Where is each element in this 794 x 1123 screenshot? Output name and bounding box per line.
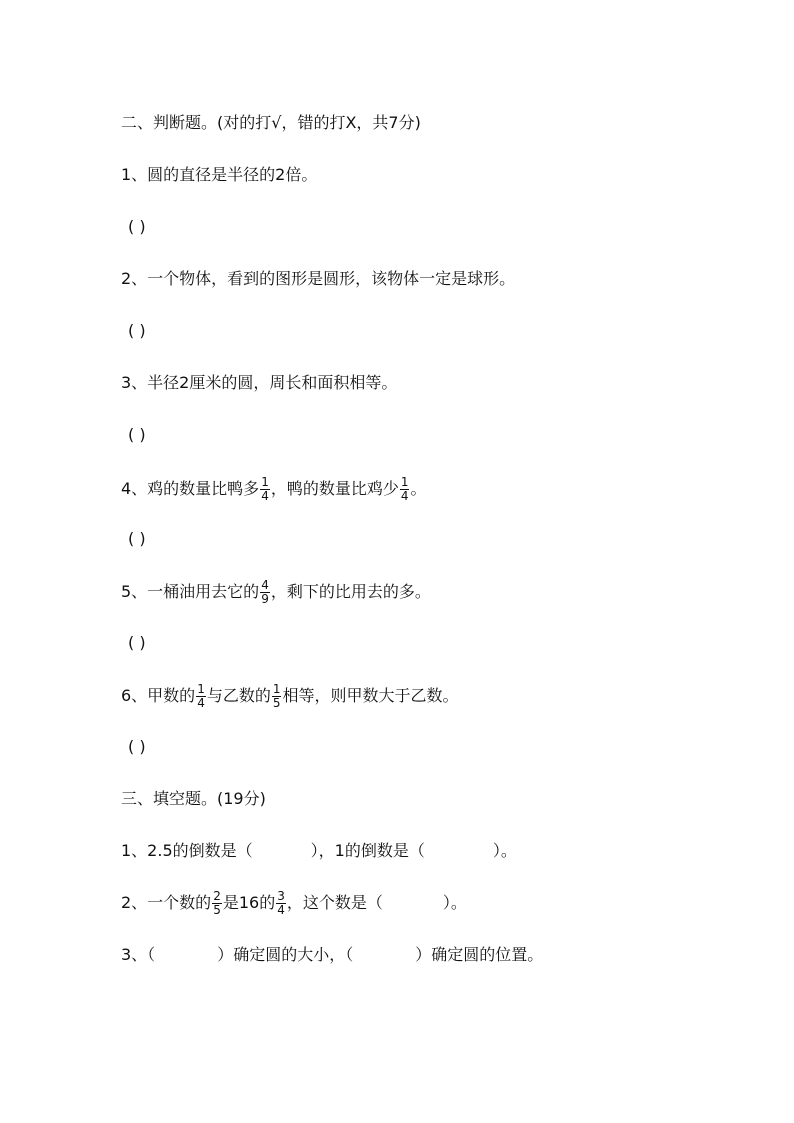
q6-text-b: 与乙数的	[206, 686, 271, 705]
q4-text-a: 4、鸡的数量比鸭多	[121, 479, 260, 498]
fraction: $\frac{1}{5}$	[272, 682, 281, 710]
fraction: $\frac{1}{4}$	[400, 475, 409, 503]
question-2-1: 1、圆的直径是半径的2倍。	[121, 165, 318, 184]
question-2-6	[121, 683, 459, 710]
section3-title: 三、填空题。(19分)	[121, 789, 266, 808]
q4-text-b: ，鸭的数量比鸡少	[270, 479, 399, 498]
answer-paren-2-1[interactable]: ( )	[128, 217, 146, 236]
answer-paren-2-5[interactable]: ( )	[128, 633, 146, 652]
question-2-5	[121, 579, 431, 606]
question-2-3: 3、半径2厘米的圆，周长和面积相等。	[121, 373, 398, 392]
q6-text-c: 相等，则甲数大于乙数。	[282, 686, 459, 705]
fraction: $\frac{3}{4}$	[277, 889, 285, 917]
question-3-2: 2、一个数的 $\frac{2}{5}$ 是16的 $\frac{3}{4}$ ，这个数是（ ）。	[121, 889, 467, 917]
q5-text-b: ，剩下的比用去的多。	[270, 582, 431, 601]
fraction: $\frac{4}{9}$	[261, 578, 269, 606]
fraction: $\frac{1}{4}$	[261, 475, 269, 503]
question-2-2: 2、一个物体，看到的图形是圆形，该物体一定是球形。	[121, 269, 516, 288]
fraction: $\frac{1}{4}$	[197, 682, 205, 710]
question-3-3: 3、（ ）确定圆的大小，（ ）确定圆的位置。	[121, 945, 544, 964]
answer-paren-2-2[interactable]: ( )	[128, 321, 146, 340]
answer-paren-2-3[interactable]: ( )	[128, 425, 146, 444]
q6-text-a: 6、甲数的	[121, 686, 196, 705]
q5-text-a: 5、一桶油用去它的	[121, 582, 260, 601]
q4-text-c: 。	[410, 479, 427, 498]
question-2-4	[121, 476, 427, 503]
section2-title: 二、判断题。(对的打√，错的打X，共7分)	[121, 113, 421, 132]
question-3-1: 1、2.5的倒数是（ ），1的倒数是（ ）。	[121, 841, 517, 860]
answer-paren-2-6[interactable]: ( )	[128, 737, 146, 756]
fraction: $\frac{2}{5}$	[213, 889, 221, 917]
answer-paren-2-4[interactable]: ( )	[128, 529, 146, 548]
